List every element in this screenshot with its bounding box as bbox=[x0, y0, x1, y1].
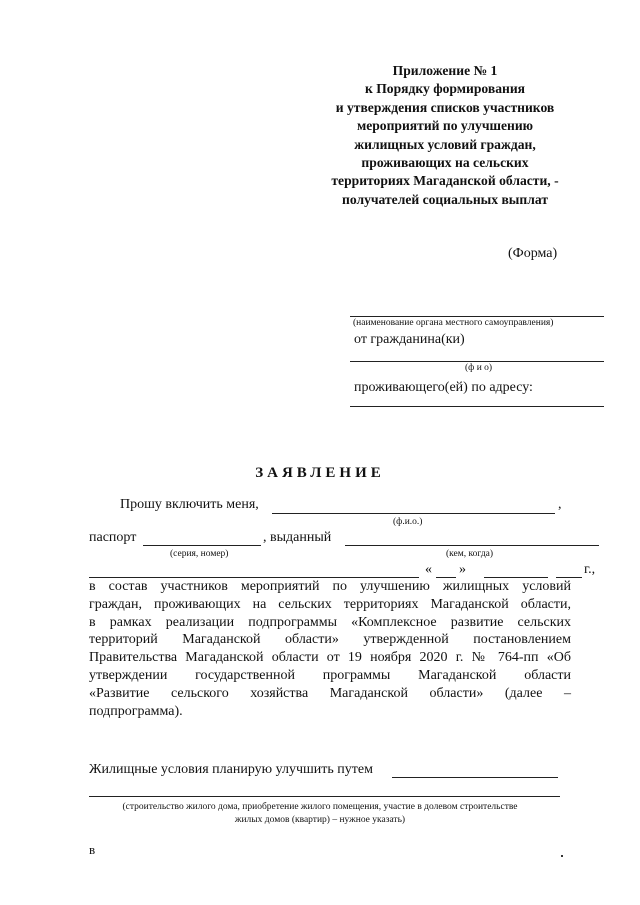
document-title: ЗАЯВЛЕНИЕ bbox=[255, 465, 385, 481]
housing-method-field[interactable] bbox=[392, 777, 558, 778]
header-line: мероприятий по улучшению bbox=[356, 118, 534, 134]
organ-name-field[interactable] bbox=[350, 316, 604, 317]
footer-mark: в bbox=[89, 842, 96, 857]
organ-caption: (наименование органа местного самоуправления) bbox=[353, 318, 554, 328]
issued-by-caption: (кем, когда) bbox=[446, 549, 494, 559]
header-line: Приложение № 1 bbox=[392, 63, 498, 78]
form-label: (Форма) bbox=[508, 246, 558, 261]
body-line: в рамках реализации подпрограммы «Комплексное развитие сельских bbox=[89, 614, 571, 630]
from-citizen-label: от гражданина(ки) bbox=[354, 332, 465, 347]
passport-number-field[interactable] bbox=[143, 545, 261, 546]
body-line: утверждении государственной программы Магаданской области bbox=[89, 667, 571, 683]
passport-label: паспорт bbox=[89, 530, 137, 545]
housing-caption bbox=[0, 801, 640, 827]
address-field[interactable] bbox=[350, 406, 604, 407]
body-line: территорий Магаданской области» утвержденной постановлением bbox=[89, 632, 571, 648]
citizen-fio-field[interactable] bbox=[350, 361, 604, 362]
header-line: и утверждения списков участников bbox=[335, 99, 555, 115]
address-label: проживающего(ей) по адресу: bbox=[354, 380, 533, 395]
issued-label: , выданный bbox=[263, 530, 332, 545]
series-caption: (серия, номер) bbox=[170, 549, 229, 559]
header-line: жилищных условий граждан, bbox=[354, 136, 536, 152]
fio-caption: (ф и о) bbox=[465, 363, 493, 373]
include-label: Прошу включить меня, bbox=[120, 497, 259, 512]
year-suffix: г., bbox=[584, 562, 596, 577]
applicant-fio-field[interactable] bbox=[272, 513, 555, 514]
issued-by-field[interactable] bbox=[345, 545, 599, 546]
body-line: граждан, проживающих на сельских территориях Магаданской области, bbox=[89, 596, 571, 612]
header-line: к Порядку формирования bbox=[364, 81, 526, 97]
quote-open: « bbox=[425, 562, 432, 577]
housing-caption-line: жилых домов (квартир) – нужное указать) bbox=[234, 815, 406, 825]
body-paragraph bbox=[89, 578, 571, 720]
appendix-header bbox=[300, 62, 590, 209]
quote-close: » bbox=[459, 562, 466, 577]
scan-dot bbox=[561, 855, 563, 857]
housing-label: Жилищные условия планирую улучшить путем bbox=[89, 762, 373, 777]
body-line: Правительства Магаданской области от 19 ноября 2020 г. № 764-пп «Об bbox=[89, 650, 571, 666]
body-line: «Развитие сельского хозяйства Магаданской области» (далее – bbox=[89, 685, 571, 701]
body-line: подпрограмма). bbox=[89, 703, 183, 719]
applicant-fio-caption: (ф.и.о.) bbox=[393, 517, 423, 527]
header-line: проживающих на сельских bbox=[361, 155, 529, 171]
housing-caption-line: (строительство жилого дома, приобретение жилого помещения, участие в долевом строительстве bbox=[122, 802, 518, 812]
comma: , bbox=[558, 497, 562, 512]
header-line: получателей социальных выплат bbox=[342, 191, 548, 207]
housing-method-continuation-field[interactable] bbox=[89, 796, 560, 797]
body-line: в состав участников мероприятий по улучшению жилищных условий bbox=[89, 579, 571, 594]
header-line: территориях Магаданской области, - bbox=[331, 173, 559, 189]
